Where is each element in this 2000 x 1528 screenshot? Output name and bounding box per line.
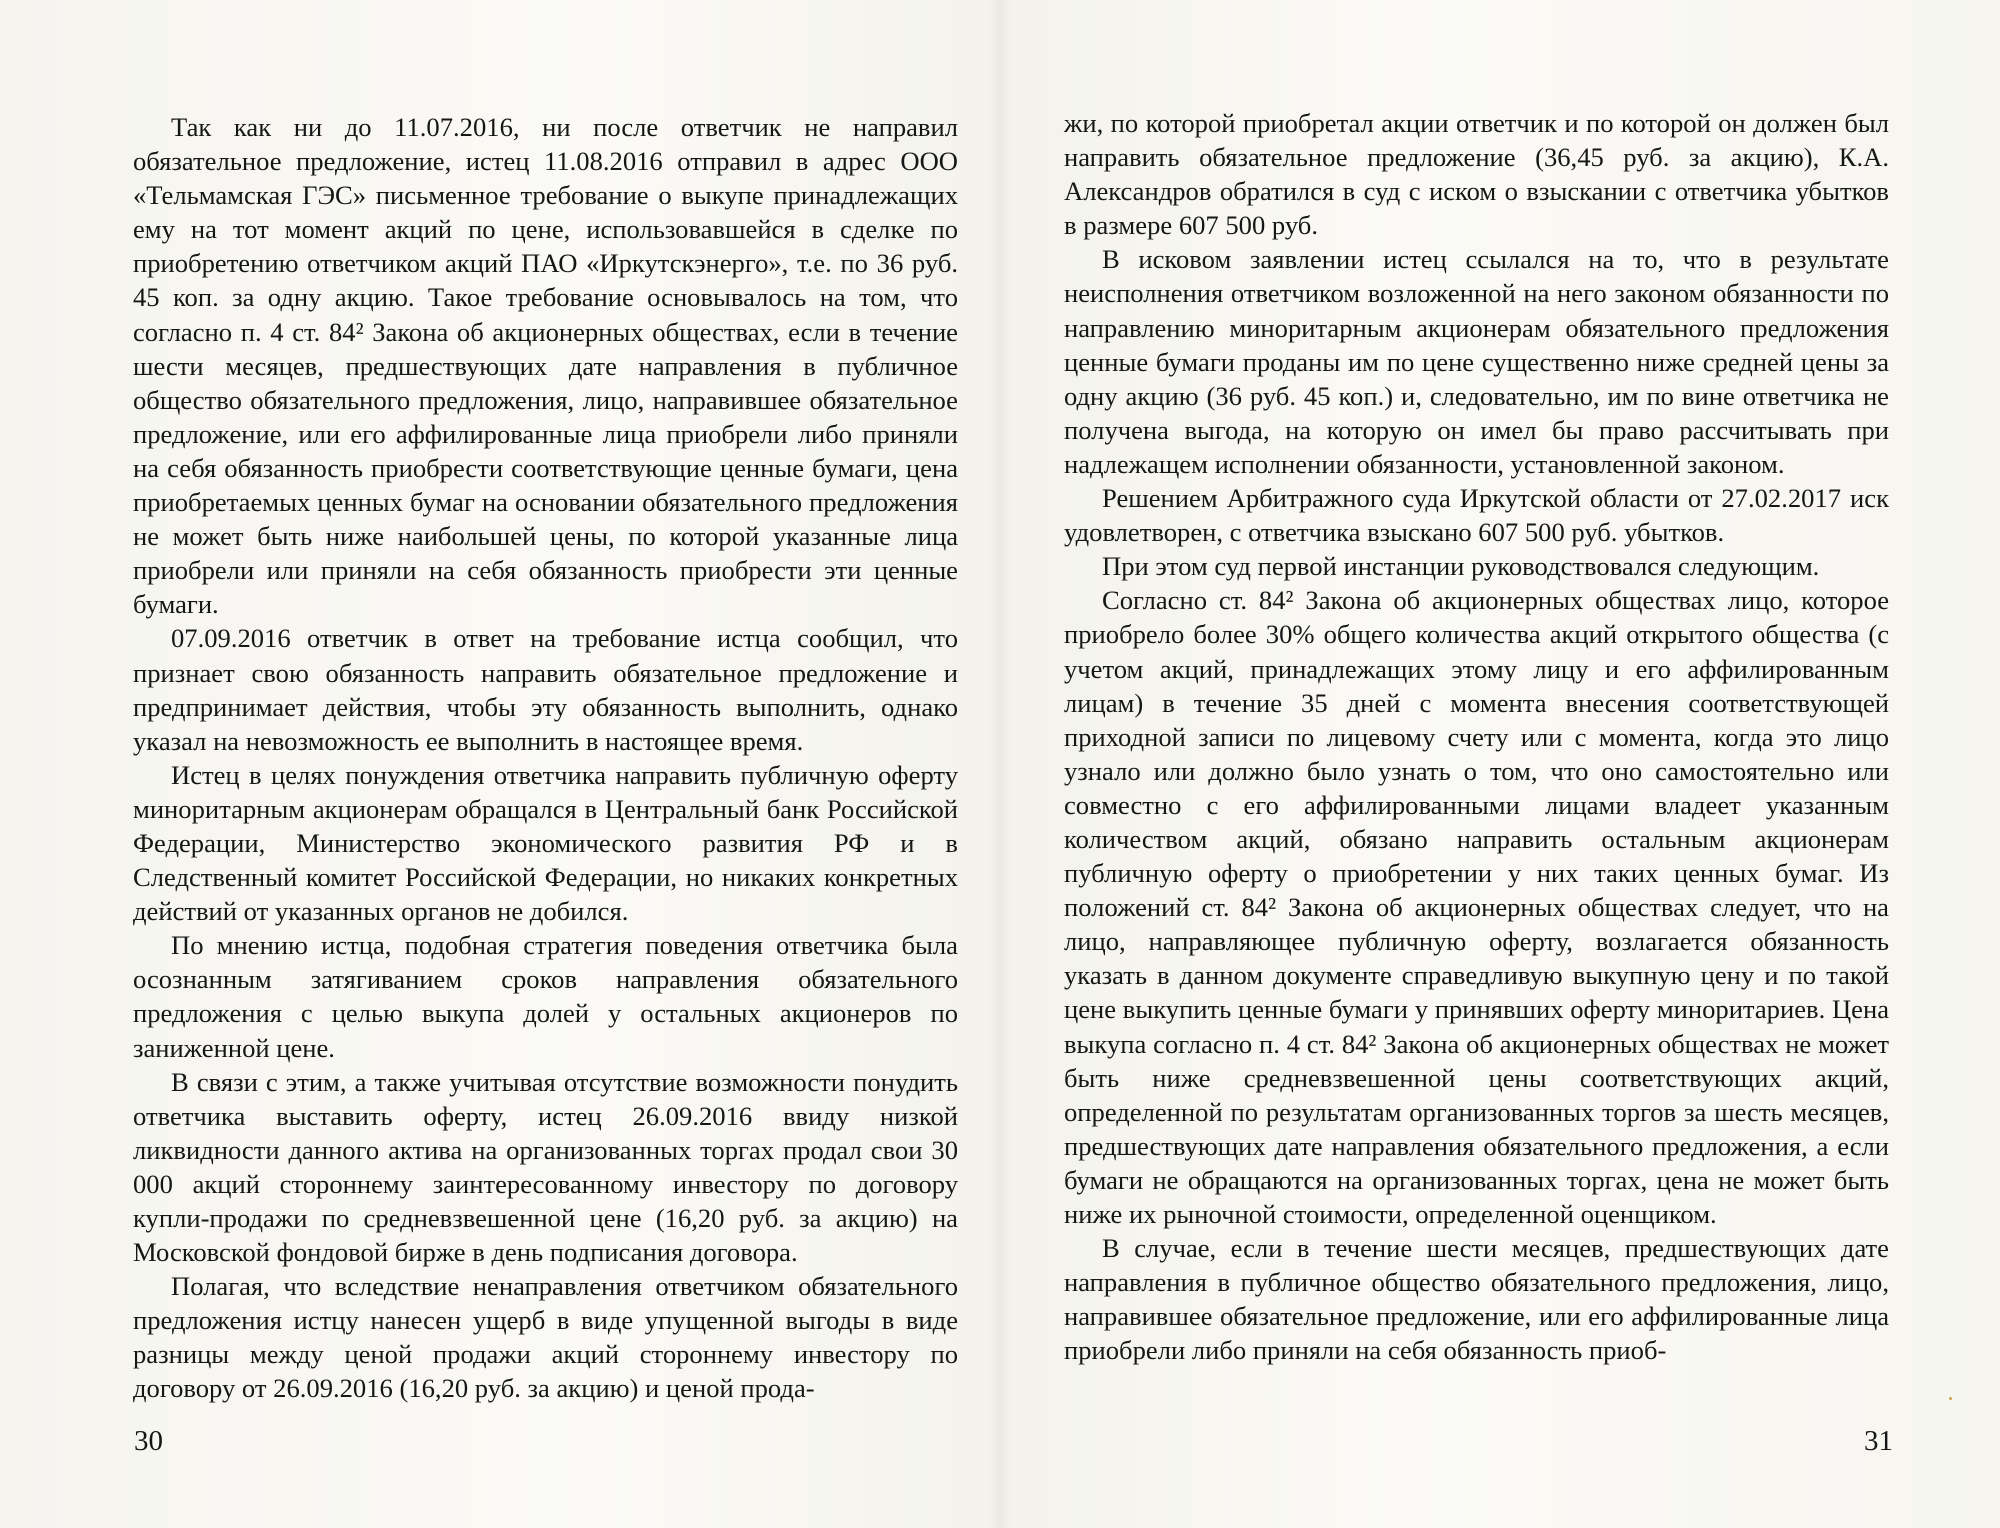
paragraph-continuation: жи, по которой приобретал акции ответчик и по которой он должен был направить обязательное предложение (36,45 руб. за акцию), К.А. Александров обратился в суд с иском о взыскании с ответчика убытков в размере 607 500 руб. — [1064, 108, 1889, 241]
page-number-right: 31 — [1864, 1425, 1893, 1457]
paper-speck — [1949, 1397, 1952, 1400]
paragraph: В связи с этим, а также учитывая отсутствие возможности понудить ответчика выставить оферту, истец 26.09.2016 ввиду низкой ликвидности данного актива на организованных торгах продал свои 30 000 акций стороннему заинтересованному инвестору по договору купли-продажи по средневзвешенной цене (16,20 руб. за акцию) на Московской фондовой бирже в день подписания договора. — [133, 1066, 958, 1268]
paragraph: Полагая, что вследствие ненаправления ответчиком обязательного предложения истцу нанесен ущерб в виде упущенной выгоды в виде разницы между ценой продажи акций стороннему инвестору по договору от 26.09.2016 (16,20 руб. за акцию) и ценой прода- — [133, 1271, 958, 1404]
paragraph: При этом суд первой инстанции руководствовался следующим. — [1102, 551, 1820, 582]
paragraph: Истец в целях понуждения ответчика направить публичную оферту миноритарным акционерам обращался в Центральный банк Российской Федерации, Министерство экономического развития РФ и в Следственный комитет Российской Федерации, но никаких конкретных действий от указанных органов не добился. — [133, 759, 958, 927]
paragraph: Так как ни до 11.07.2016, ни после ответчик не направил обязательное предложение, истец 11.08.2016 отправил в адрес ООО «Тельмамская ГЭС» письменное требование о выкупе принадлежащих ему на тот момент акций по цене, использовавшейся в сделке по приобретению ответчиком акций ПАО «Иркутскэнерго», т.е. по 36 руб. 45 коп. за одну акцию. Такое требование основывалось на том, что согласно п. 4 ст. 84² Закона об акционерных обществах, если в течение шести месяцев, предшествующих дате направления в публичное общество обязательного предложения, лицо, направившее обязательное предложение, или его аффилированные лица приобрели либо приняли на себя обязанность приобрести соответствующие ценные бумаги, цена приобретаемых ценных бумаг на основании обязательного предложения не может быть ниже наибольшей цены, по которой указанные лица приобрели или приняли на себя обязанность приобрести эти ценные бумаги. — [133, 112, 958, 620]
paragraph: В случае, если в течение шести месяцев, предшествующих дате направления в публичное общество обязательного предложения, лицо, направившее обязательное предложение, или его аффилированные лица приобрели либо приняли на себя обязанность приоб- — [1064, 1233, 1889, 1366]
paragraph: По мнению истца, подобная стратегия поведения ответчика была осознанным затягиванием сроков направления обязательного предложения с целью выкупа долей у остальных акционеров по заниженной цене. — [133, 930, 958, 1063]
paragraph: В исковом заявлении истец ссылался на то, что в результате неисполнения ответчиком возложенной на него законом обязанности по направлению миноритарным акционерам обязательного предложения ценные бумаги проданы им по цене существенно ниже средней цены за одну акцию (36 руб. 45 коп.) и, следовательно, им по вине ответчика не получена выгода, на которую он имел бы право рассчитывать при надлежащем исполнении обязанности, установленной законом. — [1064, 244, 1889, 479]
left-page-text — [133, 110, 958, 1406]
paragraph: Согласно ст. 84² Закона об акционерных обществах лицо, которое приобрело более 30% общего количества акций открытого общества (с учетом акций, принадлежащих этому лицу и его аффилированным лицам) в течение 35 дней с момента внесения соответствующей приходной записи по лицевому счету или с момента, когда это лицо узнало или должно было узнать о том, что оно самостоятельно или совместно с его аффилированными лицами владеет указанным количеством акций, обязано направить остальным акционерам публичную оферту о приобретении у них таких ценных бумаг. Из положений ст. 84² Закона об акционерных обществах следует, что на лицо, направляющее публичную оферту, возлагается обязанность указать в данном документе справедливую выкупную цену и по такой цене выкупить ценные бумаги у принявших оферту миноритариев. Цена выкупа согласно п. 4 ст. 84² Закона об акционерных обществах не может быть ниже средневзвешенной цены соответствующих акций, определенной по результатам организованных торгов за шесть месяцев, предшествующих дате направления обязательного предложения, а если бумаги не обращаются на организованных торгах, цена не может быть ниже их рыночной стоимости, определенной оценщиком. — [1064, 585, 1889, 1229]
right-page-text — [1064, 106, 1889, 1367]
page-number-left: 30 — [134, 1425, 163, 1457]
paragraph: 07.09.2016 ответчик в ответ на требование истца сообщил, что признает свою обязанность направить обязательное предложение и предпринимает действия, чтобы эту обязанность выполнить, однако указал на невозможность ее выполнить в настоящее время. — [133, 623, 958, 756]
right-page — [1000, 0, 2000, 1528]
paragraph: Решением Арбитражного суда Иркутской области от 27.02.2017 иск удовлетворен, с ответчика взыскано 607 500 руб. убытков. — [1064, 483, 1889, 548]
